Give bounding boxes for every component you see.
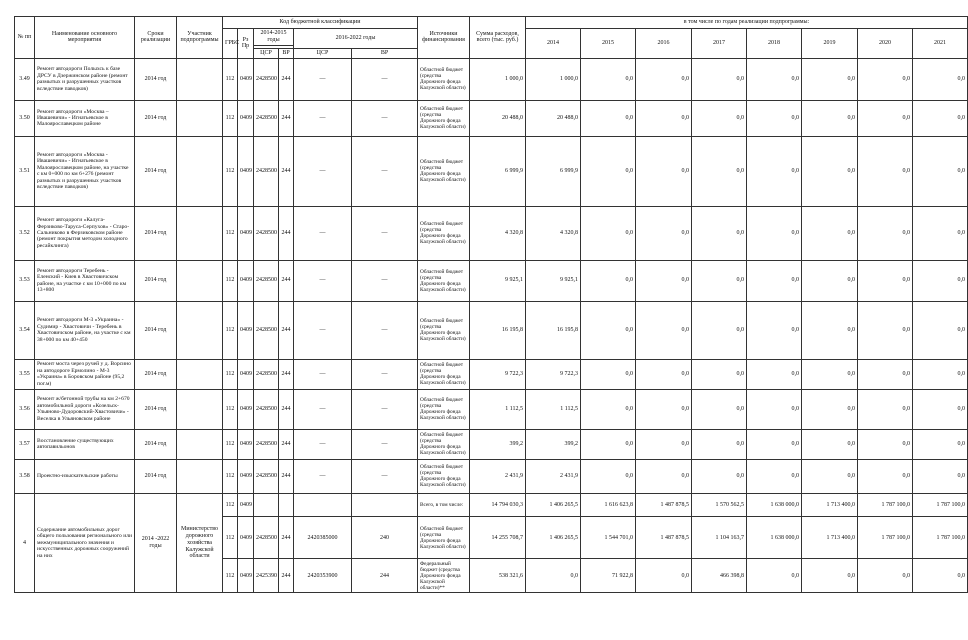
cell-grbs: 112 (223, 429, 238, 459)
cell-csr2: — (294, 260, 352, 301)
cell-vr: 244 (279, 359, 294, 389)
cell-year: 0,0 (913, 359, 968, 389)
table-row (15, 301, 968, 359)
cell-grbs: 112 (223, 58, 238, 100)
cell-year: 0,0 (692, 136, 747, 206)
cell-name: Восстановление существующих автопавильонов (35, 429, 135, 459)
cell-csr: 2428500 (254, 389, 279, 429)
cell-year: 0,0 (636, 136, 692, 206)
cell-vr2: 244 (352, 559, 418, 593)
cell-participant (177, 301, 223, 359)
cell-grbs: 112 (223, 459, 238, 493)
cell-vr2: — (352, 58, 418, 100)
cell-year: 9 722,3 (526, 359, 581, 389)
cell-year: 0,0 (858, 459, 913, 493)
cell-year: 0,0 (692, 58, 747, 100)
cell-total: 16 195,8 (470, 301, 526, 359)
cell-year: 1 570 562,5 (692, 493, 747, 517)
cell-year: 0,0 (636, 58, 692, 100)
cell-terms: 2014 год (135, 301, 177, 359)
cell-terms: 2014 год (135, 58, 177, 100)
header-csr-2: ЦСР (294, 48, 352, 58)
cell-year: 0,0 (747, 429, 802, 459)
cell-terms: 2014 год (135, 459, 177, 493)
table-row (15, 100, 968, 136)
cell-source: Областной бюджет (средства Дорожного фонда Калужской области) (418, 58, 470, 100)
table-row (15, 359, 968, 389)
cell-csr2: — (294, 206, 352, 260)
header-vr-2: ВР (352, 48, 418, 58)
cell-terms: 2014 год (135, 389, 177, 429)
cell-grbs: 112 (223, 301, 238, 359)
cell-year: 0,0 (858, 389, 913, 429)
cell-source: Областной бюджет (средства Дорожного фонда Калужской области) (418, 517, 470, 559)
cell-year: 0,0 (747, 301, 802, 359)
cell-year: 0,0 (913, 429, 968, 459)
cell-grbs: 112 (223, 260, 238, 301)
header-year: 2016 (636, 29, 692, 59)
cell-source: Областной бюджет (средства Дорожного фонда Калужской области) (418, 359, 470, 389)
cell-vr2 (352, 493, 418, 517)
cell-source: Областной бюджет (средства Дорожного фонда Калужской области) (418, 206, 470, 260)
cell-year: 0,0 (636, 301, 692, 359)
cell-year: 0,0 (913, 260, 968, 301)
cell-grbs: 112 (223, 136, 238, 206)
cell-year: 1 616 623,8 (581, 493, 636, 517)
cell-num: 3.52 (15, 206, 35, 260)
section4-participant: Министерство дорожного хозяйства Калужской области (177, 493, 223, 593)
cell-name: Ремонт ж/бетонной трубы на км 2+670 автомобильной дороги «Козельск-Ульяново-Дудоровский-Хвастовичи» - Веселка в Ульяновском районе (35, 389, 135, 429)
cell-year: 0,0 (802, 100, 858, 136)
cell-participant (177, 429, 223, 459)
header-year: 2015 (581, 29, 636, 59)
cell-csr: 2428500 (254, 100, 279, 136)
cell-csr: 2428500 (254, 459, 279, 493)
cell-year: 71 922,8 (581, 559, 636, 593)
cell-csr2: — (294, 389, 352, 429)
cell-year: 0,0 (581, 100, 636, 136)
cell-year: 1 787 100,0 (858, 517, 913, 559)
cell-csr: 2425390 (254, 559, 279, 593)
cell-terms: 2014 год (135, 359, 177, 389)
cell-year: 0,0 (692, 260, 747, 301)
cell-year: 1 487 878,5 (636, 517, 692, 559)
cell-year: 0,0 (747, 260, 802, 301)
cell-total: 20 488,0 (470, 100, 526, 136)
cell-year: 1 112,5 (526, 389, 581, 429)
table-row (15, 136, 968, 206)
cell-year: 20 488,0 (526, 100, 581, 136)
cell-name: Ремонт автодороги «Москва - Ивашевичи» - Игнатьевское в Малоярославецком районе, на участке с км 0+000 по км 6+276 (ремонт размытых и разрушенных участков вследствие паводков) (35, 136, 135, 206)
cell-year: 0,0 (858, 206, 913, 260)
cell-year: 0,0 (858, 359, 913, 389)
cell-vr2: — (352, 429, 418, 459)
cell-vr: 244 (279, 429, 294, 459)
cell-year: 9 925,1 (526, 260, 581, 301)
cell-csr2: 2420353900 (294, 559, 352, 593)
header-csr-1: ЦСР (254, 48, 279, 58)
table-row (15, 389, 968, 429)
cell-year: 1 000,0 (526, 58, 581, 100)
cell-csr2: — (294, 459, 352, 493)
cell-grbs: 112 (223, 493, 238, 517)
cell-year: 0,0 (692, 459, 747, 493)
cell-year: 0,0 (858, 301, 913, 359)
cell-csr2: — (294, 136, 352, 206)
cell-year: 0,0 (913, 58, 968, 100)
cell-year: 0,0 (913, 459, 968, 493)
cell-year: 0,0 (636, 559, 692, 593)
cell-year: 0,0 (581, 429, 636, 459)
cell-source: Областной бюджет (средства Дорожного фонда Калужской области) (418, 260, 470, 301)
cell-year: 1 787 100,0 (858, 493, 913, 517)
cell-year: 0,0 (636, 429, 692, 459)
cell-vr: 244 (279, 100, 294, 136)
cell-year: 0,0 (747, 100, 802, 136)
cell-rzpr: 0409 (238, 429, 254, 459)
cell-csr2: 2420385000 (294, 517, 352, 559)
cell-grbs: 112 (223, 559, 238, 593)
cell-year: 0,0 (802, 58, 858, 100)
cell-year: 0,0 (802, 260, 858, 301)
cell-participant (177, 136, 223, 206)
cell-csr2: — (294, 100, 352, 136)
cell-year: 0,0 (692, 100, 747, 136)
cell-total: 1 000,0 (470, 58, 526, 100)
cell-csr2 (294, 493, 352, 517)
cell-csr: 2428500 (254, 206, 279, 260)
cell-vr2: — (352, 100, 418, 136)
cell-vr: 244 (279, 559, 294, 593)
cell-participant (177, 389, 223, 429)
cell-total: 6 999,9 (470, 136, 526, 206)
table-row (15, 459, 968, 493)
cell-vr2: — (352, 389, 418, 429)
cell-total: 4 320,8 (470, 206, 526, 260)
cell-csr: 2428500 (254, 58, 279, 100)
cell-year: 0,0 (636, 459, 692, 493)
cell-year: 0,0 (581, 260, 636, 301)
cell-rzpr: 0409 (238, 260, 254, 301)
header-year: 2014 (526, 29, 581, 59)
cell-csr2: — (294, 359, 352, 389)
cell-rzpr: 0409 (238, 493, 254, 517)
cell-rzpr: 0409 (238, 559, 254, 593)
cell-year: 0,0 (747, 136, 802, 206)
cell-source: Областной бюджет (средства Дорожного фонда Калужской области) (418, 100, 470, 136)
cell-num: 3.54 (15, 301, 35, 359)
cell-year: 0,0 (581, 206, 636, 260)
cell-vr2: 240 (352, 517, 418, 559)
cell-rzpr: 0409 (238, 136, 254, 206)
header-grbs: ГРБС (223, 29, 238, 59)
cell-terms: 2014 год (135, 100, 177, 136)
cell-year: 0,0 (692, 206, 747, 260)
section4-name: Содержание автомобильных дорог общего пользования регионального или межмуниципального значения и искусственных дорожных сооружений на них (35, 493, 135, 593)
cell-rzpr: 0409 (238, 206, 254, 260)
cell-num: 3.58 (15, 459, 35, 493)
cell-source: Федеральный бюджет (средства Дорожного фонда Калужской области)** (418, 559, 470, 593)
cell-year: 1 787 100,0 (913, 517, 968, 559)
cell-total: 538 321,6 (470, 559, 526, 593)
header-rzpr: Рз Пр (238, 29, 254, 59)
cell-year: 0,0 (802, 359, 858, 389)
cell-year: 0,0 (802, 459, 858, 493)
cell-name: Ремонт моста через ручей у д. Ворсино на автодороге Ермолино - М-3 «Украина» в Боровском районе (95,2 пог.м) (35, 359, 135, 389)
cell-source: Областной бюджет (средства Дорожного фонда Калужской области) (418, 429, 470, 459)
cell-terms: 2014 год (135, 429, 177, 459)
cell-csr: 2428500 (254, 136, 279, 206)
cell-year: 0,0 (802, 136, 858, 206)
cell-csr: 2428500 (254, 260, 279, 301)
cell-terms: 2014 год (135, 136, 177, 206)
cell-year: 0,0 (747, 389, 802, 429)
cell-year: 0,0 (802, 559, 858, 593)
cell-num: 3.51 (15, 136, 35, 206)
cell-num: 3.57 (15, 429, 35, 459)
cell-total: 1 112,5 (470, 389, 526, 429)
cell-year: 0,0 (581, 58, 636, 100)
table-row (15, 206, 968, 260)
header-participant: Участник подпрограммы (177, 17, 223, 59)
cell-participant (177, 100, 223, 136)
cell-year: 1 406 265,5 (526, 517, 581, 559)
header-vr-1: ВР (279, 48, 294, 58)
cell-vr: 244 (279, 58, 294, 100)
cell-csr: 2428500 (254, 301, 279, 359)
cell-vr2: — (352, 206, 418, 260)
cell-num: 3.50 (15, 100, 35, 136)
cell-year: 0,0 (581, 389, 636, 429)
header-year: 2020 (858, 29, 913, 59)
cell-year: 0,0 (581, 359, 636, 389)
cell-year: 0,0 (636, 359, 692, 389)
cell-year: 1 638 000,0 (747, 517, 802, 559)
cell-year: 0,0 (858, 100, 913, 136)
cell-num: 3.55 (15, 359, 35, 389)
cell-name: Ремонт автодороги «Калуга-Ферзиково-Таруса-Серпухов» - Старо-Сальниково в Ферзиковском районе (ремонт покрытия методом холодного ресайклинга) (35, 206, 135, 260)
cell-year: 1 713 400,0 (802, 517, 858, 559)
section4-num: 4 (15, 493, 35, 593)
section4-terms: 2014 -2022 годы (135, 493, 177, 593)
cell-participant (177, 206, 223, 260)
cell-total: 2 431,9 (470, 459, 526, 493)
cell-vr2: — (352, 260, 418, 301)
cell-year: 0,0 (581, 136, 636, 206)
cell-year: 0,0 (802, 389, 858, 429)
cell-year: 0,0 (802, 429, 858, 459)
cell-vr: 244 (279, 517, 294, 559)
cell-year: 0,0 (692, 359, 747, 389)
cell-csr: 2428500 (254, 429, 279, 459)
cell-csr2: — (294, 429, 352, 459)
cell-participant (177, 260, 223, 301)
cell-year: 6 999,9 (526, 136, 581, 206)
cell-participant (177, 359, 223, 389)
cell-rzpr: 0409 (238, 517, 254, 559)
cell-name: Ремонт автодороги М-3 «Украина» - Судимир - Хвастовичи - Теребень в Хвастовичском районе, на участке с км 38+000 по км 40+450 (35, 301, 135, 359)
cell-year: 1 406 265,5 (526, 493, 581, 517)
cell-year: 1 544 701,0 (581, 517, 636, 559)
cell-rzpr: 0409 (238, 389, 254, 429)
header-budget-code: Код бюджетной классификации (223, 17, 418, 29)
cell-name: Ремонт автодороги «Москва – Ивашевичи» - Игнатьевское в Малоярославецком районе (35, 100, 135, 136)
cell-vr2: — (352, 136, 418, 206)
cell-vr2: — (352, 301, 418, 359)
cell-total: 9 722,3 (470, 359, 526, 389)
header-period-1: 2014-2015 годы (254, 29, 294, 46)
cell-num: 3.56 (15, 389, 35, 429)
cell-year: 0,0 (802, 301, 858, 359)
header-num: № пп (15, 17, 35, 59)
cell-num: 3.49 (15, 58, 35, 100)
cell-csr2: — (294, 58, 352, 100)
cell-year: 0,0 (858, 559, 913, 593)
cell-year: 0,0 (636, 100, 692, 136)
cell-vr: 244 (279, 136, 294, 206)
cell-terms: 2014 год (135, 206, 177, 260)
cell-year: 16 195,8 (526, 301, 581, 359)
cell-year: 0,0 (858, 429, 913, 459)
cell-vr2: — (352, 459, 418, 493)
cell-year: 0,0 (802, 206, 858, 260)
cell-year: 0,0 (858, 260, 913, 301)
budget-table (14, 16, 968, 593)
cell-rzpr: 0409 (238, 359, 254, 389)
cell-vr: 244 (279, 206, 294, 260)
cell-total: 14 794 030,3 (470, 493, 526, 517)
cell-rzpr: 0409 (238, 459, 254, 493)
cell-vr: 244 (279, 301, 294, 359)
cell-vr: 244 (279, 260, 294, 301)
cell-vr (279, 493, 294, 517)
cell-year: 0,0 (692, 301, 747, 359)
cell-year: 0,0 (747, 58, 802, 100)
cell-participant (177, 58, 223, 100)
cell-year: 0,0 (581, 301, 636, 359)
cell-source: Областной бюджет (средства Дорожного фонда Калужской области) (418, 301, 470, 359)
cell-year: 1 487 878,5 (636, 493, 692, 517)
cell-year: 0,0 (636, 389, 692, 429)
header-year: 2018 (747, 29, 802, 59)
table-row (15, 58, 968, 100)
header-year: 2021 (913, 29, 968, 59)
cell-year: 0,0 (747, 206, 802, 260)
cell-grbs: 112 (223, 359, 238, 389)
cell-terms: 2014 год (135, 260, 177, 301)
cell-total: 399,2 (470, 429, 526, 459)
cell-year: 0,0 (913, 389, 968, 429)
cell-rzpr: 0409 (238, 301, 254, 359)
cell-source: Областной бюджет (средства Дорожного фонда Калужской области) (418, 459, 470, 493)
cell-year: 0,0 (913, 206, 968, 260)
cell-year: 0,0 (913, 559, 968, 593)
cell-source: Всего, в том числе: (418, 493, 470, 517)
cell-year: 2 431,9 (526, 459, 581, 493)
header-period-2: 2016-2022 годы (294, 29, 418, 49)
table-row (15, 429, 968, 459)
cell-grbs: 112 (223, 206, 238, 260)
cell-year: 466 398,8 (692, 559, 747, 593)
cell-year: 0,0 (913, 136, 968, 206)
header-year: 2017 (692, 29, 747, 59)
cell-vr: 244 (279, 389, 294, 429)
cell-year: 0,0 (636, 206, 692, 260)
cell-year: 0,0 (747, 459, 802, 493)
cell-year: 0,0 (747, 359, 802, 389)
cell-csr2: — (294, 301, 352, 359)
cell-grbs: 112 (223, 517, 238, 559)
cell-name: Проектно-изыскательские работы (35, 459, 135, 493)
cell-grbs: 112 (223, 389, 238, 429)
table-row (15, 260, 968, 301)
cell-vr: 244 (279, 459, 294, 493)
cell-year: 0,0 (913, 100, 968, 136)
section4-total-row (15, 493, 968, 517)
cell-vr2: — (352, 359, 418, 389)
header-by-years: в том числе по годам реализации подпрограммы: (526, 17, 968, 29)
cell-year: 1 638 000,0 (747, 493, 802, 517)
cell-total: 14 255 708,7 (470, 517, 526, 559)
cell-year: 0,0 (692, 429, 747, 459)
cell-year: 4 320,8 (526, 206, 581, 260)
cell-year: 0,0 (526, 559, 581, 593)
cell-source: Областной бюджет (средства Дорожного фонда Калужской области) (418, 389, 470, 429)
cell-year: 0,0 (858, 58, 913, 100)
cell-csr (254, 493, 279, 517)
cell-rzpr: 0409 (238, 100, 254, 136)
cell-year: 1 787 100,0 (913, 493, 968, 517)
cell-year: 0,0 (692, 389, 747, 429)
cell-name: Ремонт автодороги Теребень - Еленский - Киев в Хвастовичском районе, на участке с км 10+000 по км 13+800 (35, 260, 135, 301)
cell-grbs: 112 (223, 100, 238, 136)
cell-year: 1 713 400,0 (802, 493, 858, 517)
cell-year: 0,0 (913, 301, 968, 359)
header-total: Сумма расходов, всего (тыс. руб.) (470, 17, 526, 59)
cell-csr: 2428500 (254, 517, 279, 559)
cell-name: Ремонт автодороги Полыхсь к базе ДРСУ в Дзержинском районе (ремонт размытых и разрушенных участков вследствие паводков) (35, 58, 135, 100)
cell-csr: 2428500 (254, 359, 279, 389)
cell-year: 399,2 (526, 429, 581, 459)
cell-total: 9 925,1 (470, 260, 526, 301)
cell-source: Областной бюджет (средства Дорожного фонда Калужской области) (418, 136, 470, 206)
cell-year: 1 104 163,7 (692, 517, 747, 559)
header-sources: Источники финансирования (418, 17, 470, 59)
cell-participant (177, 459, 223, 493)
header-name: Наименование основного мероприятия (35, 17, 135, 59)
cell-rzpr: 0409 (238, 58, 254, 100)
cell-year: 0,0 (747, 559, 802, 593)
header-terms: Сроки реализации (135, 17, 177, 59)
cell-year: 0,0 (636, 260, 692, 301)
cell-num: 3.53 (15, 260, 35, 301)
cell-year: 0,0 (581, 459, 636, 493)
header-year: 2019 (802, 29, 858, 59)
cell-year: 0,0 (858, 136, 913, 206)
